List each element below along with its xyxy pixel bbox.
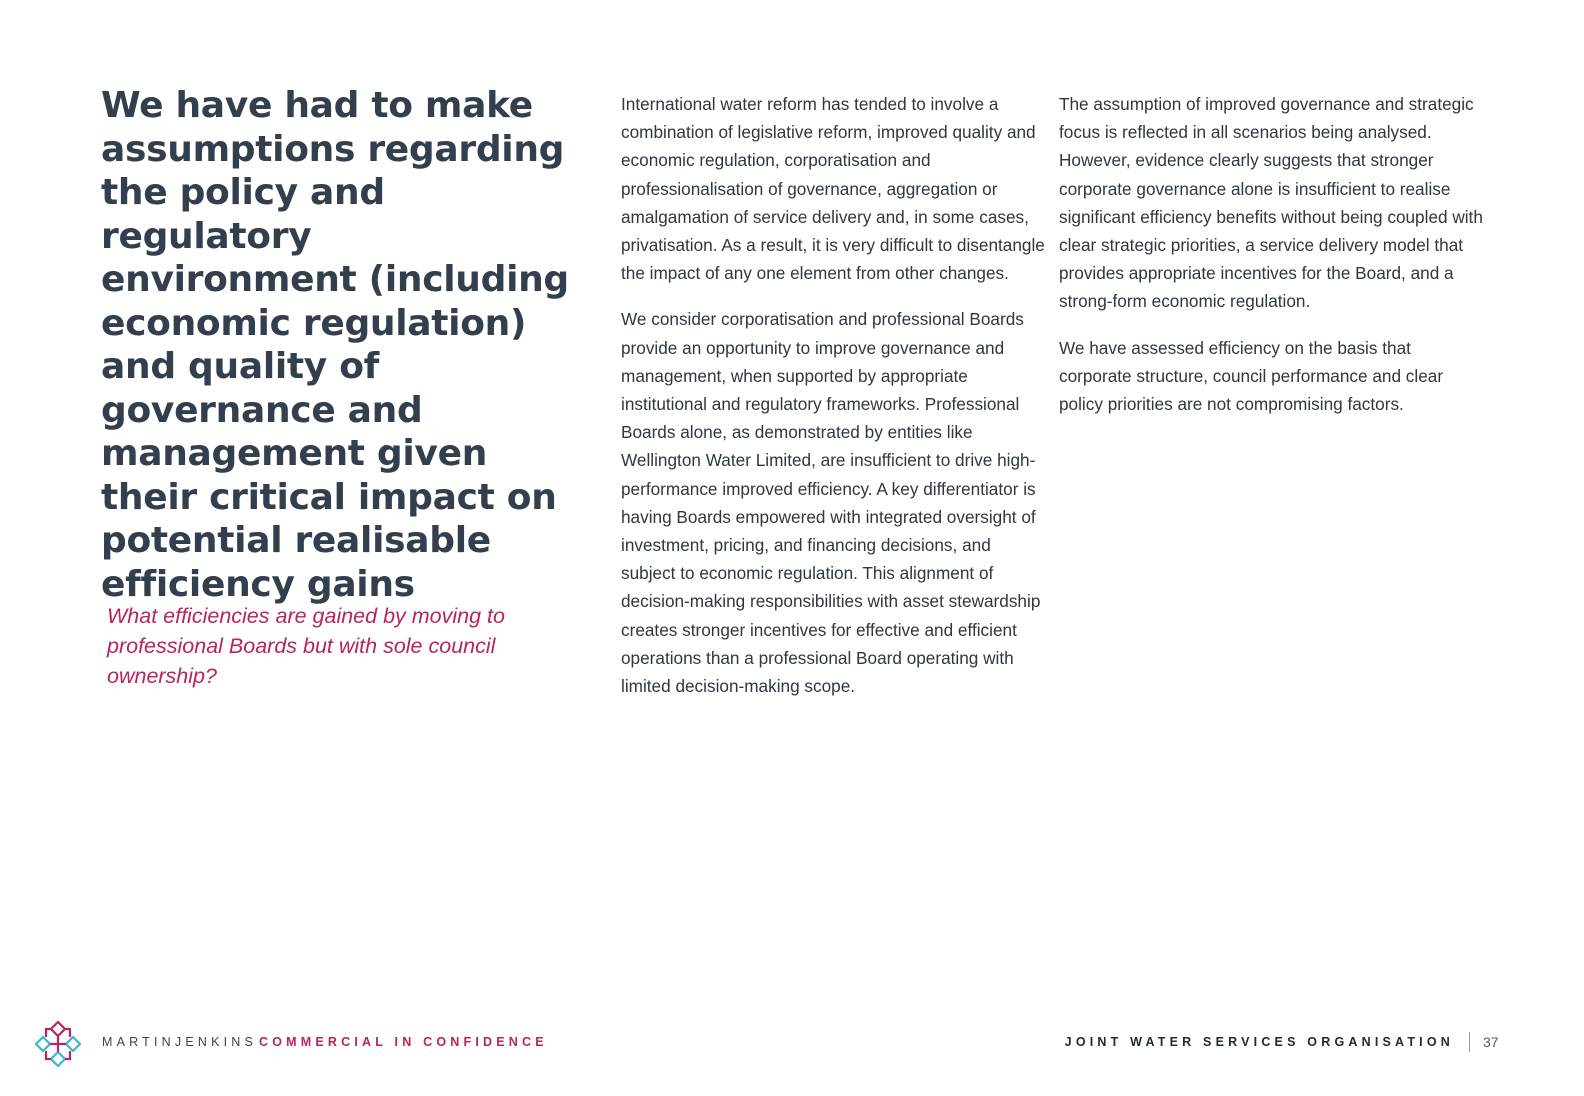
body-column-right — [1059, 90, 1484, 436]
paragraph: The assumption of improved governance and strategic focus is reflected in all scenarios being analysed. However, evidence clearly suggests that stronger corporate governance alone is insufficient to realise significant efficiency benefits without being coupled with clear strategic priorities, a service delivery model that provides appropriate incentives for the Board, and a strong-form economic regulation. — [1059, 94, 1483, 312]
page-footer — [0, 1018, 1584, 1068]
key-question: What efficiencies are gained by moving to professional Boards but with sole council ownership? — [107, 604, 505, 688]
paragraph: International water reform has tended to involve a combination of legislative reform, improved quality and economic regulation, corporatisation and professionalisation of governance, aggregation or amalgamation of service delivery and, in some cases, privatisation. As a result, it is very difficult to disentangle the impact of any one element from other changes. — [621, 94, 1045, 284]
page-heading: We have had to make assumptions regarding the policy and regulatory environment (including economic regulation) and quality of governance and management given their critical impact on potential realisable efficiency gains — [101, 85, 569, 605]
footer-divider — [1469, 1032, 1470, 1052]
brand-name: MARTINJENKINS — [102, 1035, 258, 1049]
document-title: JOINT WATER SERVICES ORGANISATION — [1064, 1035, 1454, 1049]
body-column-left — [621, 90, 1046, 718]
martinjenkins-logo-icon — [34, 1020, 82, 1068]
paragraph: We consider corporatisation and professional Boards provide an opportunity to improve governance and management, when supported by appropriate institutional and regulatory frameworks. Professional Boards alone, as demonstrated by entities like Wellington Water Limited, are insufficient to drive high-performance improved efficiency. A key differentiator is having Boards empowered with integrated oversight of investment, pricing, and financing decisions, and subject to economic regulation. This alignment of decision-making responsibilities with asset stewardship creates stronger incentives for effective and efficient operations than a professional Board operating with limited decision-making scope. — [621, 309, 1041, 697]
paragraph: We have assessed efficiency on the basis that corporate structure, council performance and clear policy priorities are not compromising factors. — [1059, 337, 1444, 415]
confidentiality-label: COMMERCIAL IN CONFIDENCE — [259, 1035, 548, 1049]
page-number: 37 — [1483, 1034, 1499, 1050]
